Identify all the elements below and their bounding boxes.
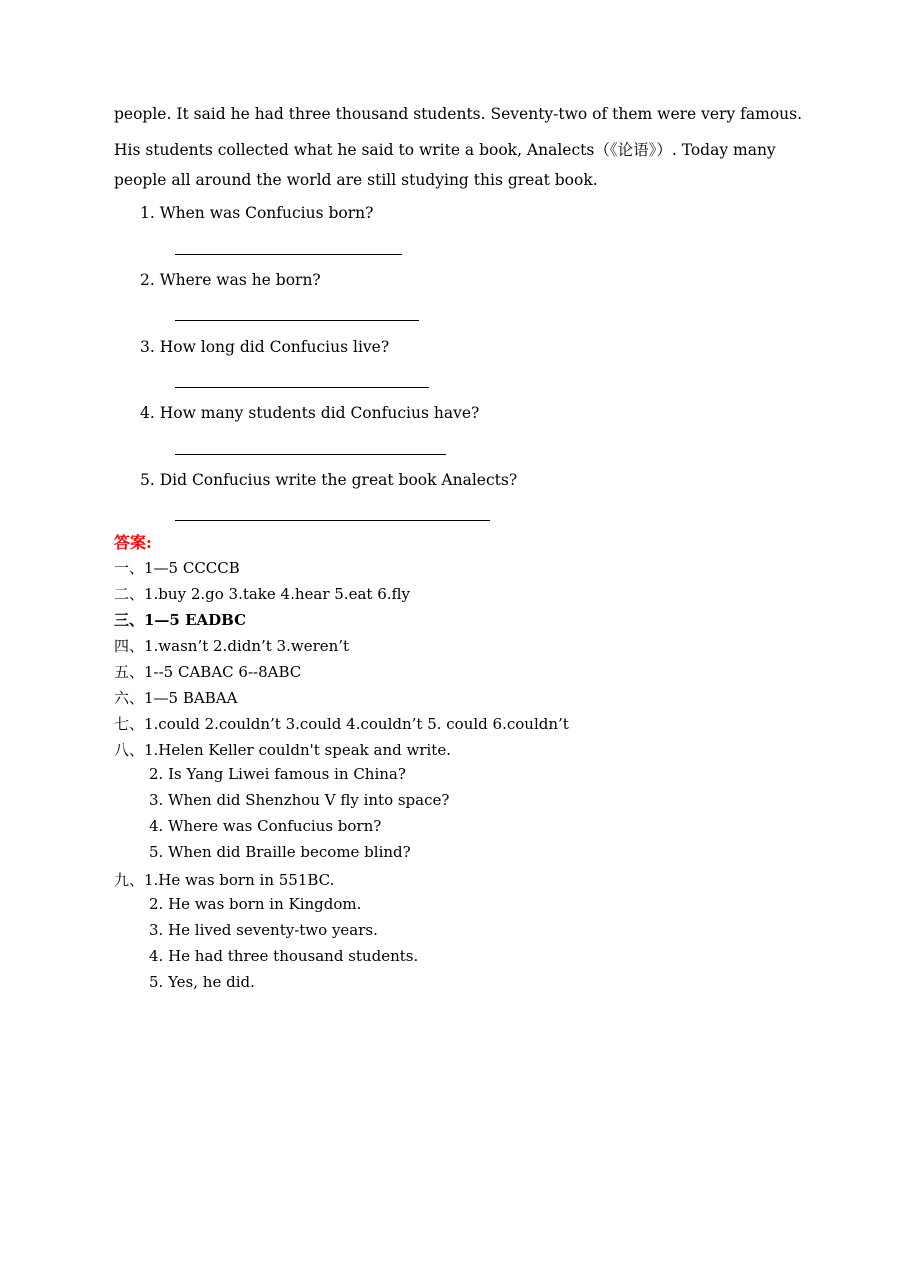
question-3: 3. How long did Confucius live? bbox=[140, 338, 390, 356]
passage-line-3: people all around the world are still studying this great book. bbox=[114, 171, 598, 189]
answer-9-item-4: 4. He had three thousand students. bbox=[149, 947, 419, 965]
answer-8-item-3: 3. When did Shenzhou V fly into space? bbox=[149, 791, 450, 809]
answer-9-item-5: 5. Yes, he did. bbox=[149, 973, 255, 991]
answer-8-item-4: 4. Where was Confucius born? bbox=[149, 817, 382, 835]
answer-section-7: 七、1.could 2.couldn’t 3.could 4.couldn’t 5. could 6.couldn’t bbox=[114, 715, 569, 733]
passage-line-2: His students collected what he said to write a book, Analects（《论语》）. Today many bbox=[114, 141, 776, 159]
answer-9-item-3: 3. He lived seventy-two years. bbox=[149, 921, 378, 939]
answer-section-8: 八、1.Helen Keller couldn't speak and write. bbox=[114, 741, 451, 759]
answer-8-item-2: 2. Is Yang Liwei famous in China? bbox=[149, 765, 406, 783]
answer-9-item-2: 2. He was born in Kingdom. bbox=[149, 895, 362, 913]
question-5: 5. Did Confucius write the great book Analects? bbox=[140, 471, 518, 489]
answers-title: 答案: bbox=[114, 533, 152, 552]
answer-section-1: 一、1—5 CCCCB bbox=[114, 559, 240, 577]
answer-line-4[interactable] bbox=[175, 454, 446, 455]
answer-8-item-5: 5. When did Braille become blind? bbox=[149, 843, 411, 861]
answer-section-2: 二、1.buy 2.go 3.take 4.hear 5.eat 6.fly bbox=[114, 585, 410, 603]
answer-line-5[interactable] bbox=[175, 520, 490, 521]
question-2: 2. Where was he born? bbox=[140, 271, 321, 289]
answer-line-3[interactable] bbox=[175, 387, 429, 388]
question-1: 1. When was Confucius born? bbox=[140, 204, 374, 222]
answer-line-2[interactable] bbox=[175, 320, 419, 321]
answer-section-4: 四、1.wasn’t 2.didn’t 3.weren’t bbox=[114, 637, 350, 655]
answer-section-5: 五、1--5 CABAC 6--8ABC bbox=[114, 663, 302, 681]
passage-line-1: people. It said he had three thousand students. Seventy-two of them were very famous. bbox=[114, 105, 803, 123]
answer-line-1[interactable] bbox=[175, 254, 402, 255]
question-4: 4. How many students did Confucius have? bbox=[140, 404, 480, 422]
answer-section-9: 九、1.He was born in 551BC. bbox=[114, 871, 335, 889]
answer-section-6: 六、1—5 BABAA bbox=[114, 689, 238, 707]
answer-section-3: 三、1—5 EADBC bbox=[114, 611, 247, 629]
